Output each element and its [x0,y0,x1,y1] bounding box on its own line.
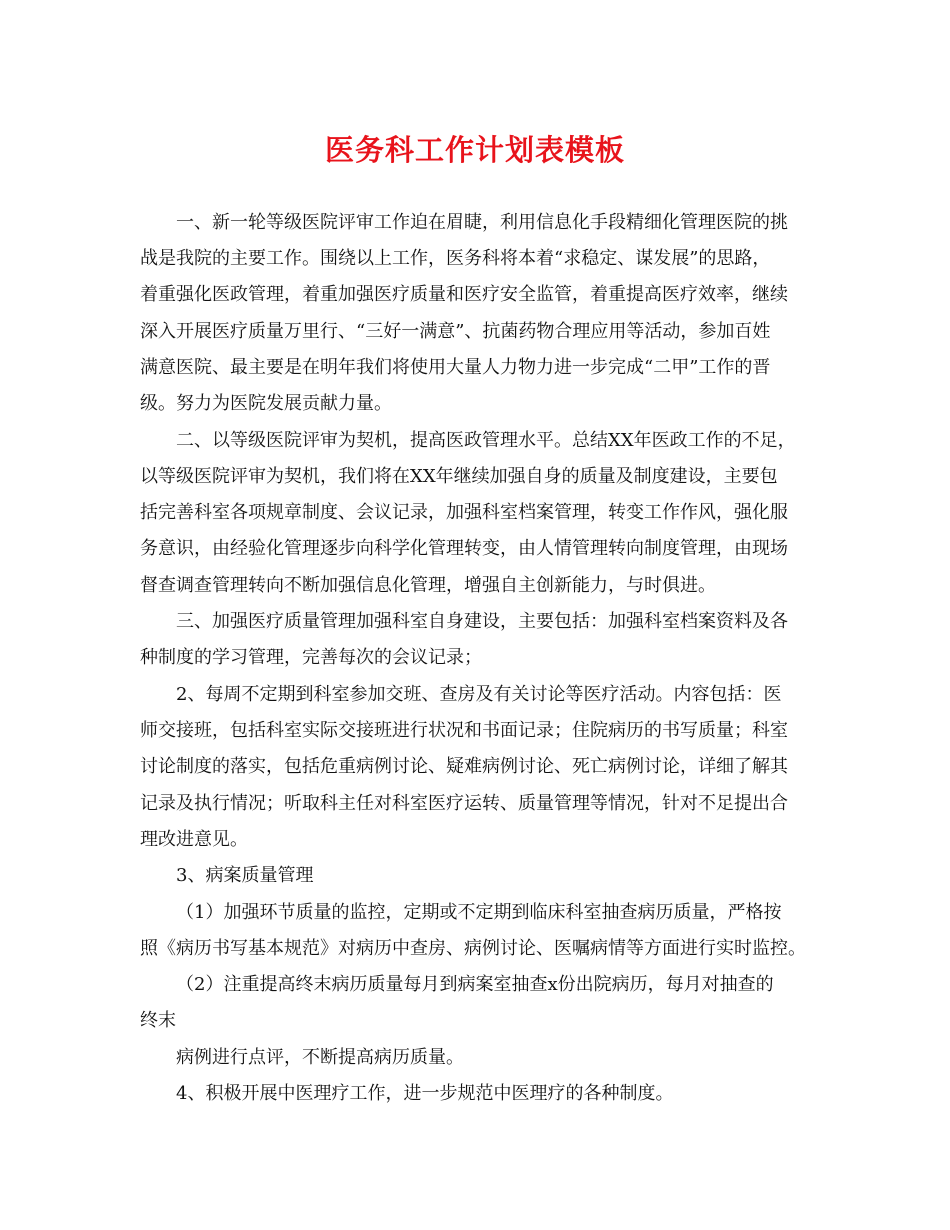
body-line: 病例进行点评，不断提高病历质量。 [176,1047,464,1068]
body-line: 着重强化医政管理，着重加强医疗质量和医疗安全监管，着重提高医疗效率，继续 [140,284,788,305]
body-line: 种制度的学习管理，完善每次的会议记录； [140,647,482,668]
body-line: 满意医院、最主要是在明年我们将使用大量人力物力进一步完成“二甲”工作的晋 [140,357,771,378]
body-line: 一、新一轮等级医院评审工作迫在眉睫，利用信息化手段精细化管理医院的挑 [176,212,788,233]
body-line: 二、以等级医院评审为契机，提高医政管理水平。总结XX年医政工作的不足， [176,430,796,451]
body-line: 级。努力为医院发展贡献力量。 [140,393,392,414]
body-line: 战是我院的主要工作。围绕以上工作，医务科将本着“求稳定、谋发展”的思路， [140,248,771,269]
body-line: 括完善科室各项规章制度、会议记录，加强科室档案管理，转变工作作风，强化服 [140,502,788,523]
body-line: 师交接班，包括科室实际交接班进行状况和书面记录；住院病历的书写质量；科室 [140,720,788,741]
body-line: 3、病案质量管理 [176,865,314,886]
body-line: （1）加强环节质量的监控，定期或不定期到临床科室抽查病历质量，严格按 [176,902,782,923]
body-line: 记录及执行情况；听取科主任对科室医疗运转、质量管理等情况，针对不足提出合 [140,793,788,814]
body-line: 4、积极开展中医理疗工作，进一步规范中医理疗的各种制度。 [176,1083,674,1104]
body-line: 务意识，由经验化管理逐步向科学化管理转变，由人情管理转向制度管理，由现场 [140,538,788,559]
body-line: 理改进意见。 [140,829,248,850]
body-line: 以等级医院评审为契机，我们将在XX年继续加强自身的质量及制度建设，主要包 [140,466,778,487]
body-line: 讨论制度的落实，包括危重病例讨论、疑难病例讨论、死亡病例讨论，详细了解其 [140,756,788,777]
document-title: 医务科工作计划表模板 [324,133,625,167]
body-line: 2、每周不定期到科室参加交班、查房及有关讨论等医疗活动。内容包括：医 [176,684,782,705]
body-line: 深入开展医疗质量万里行、“三好一满意”、抗菌药物合理应用等活动，参加百姓 [140,321,771,342]
body-line: 照《病历书写基本规范》对病历中查房、病例讨论、医嘱病情等方面进行实时监控。 [140,938,806,959]
body-line: 终末 [140,1010,176,1031]
body-line: 三、加强医疗质量管理加强科室自身建设，主要包括：加强科室档案资料及各 [176,611,788,632]
body-line: （2）注重提高终末病历质量每月到病案室抽查x份出院病历，每月对抽查的 [176,974,774,995]
body-line: 督查调查管理转向不断加强信息化管理，增强自主创新能力，与时俱进。 [140,575,716,596]
